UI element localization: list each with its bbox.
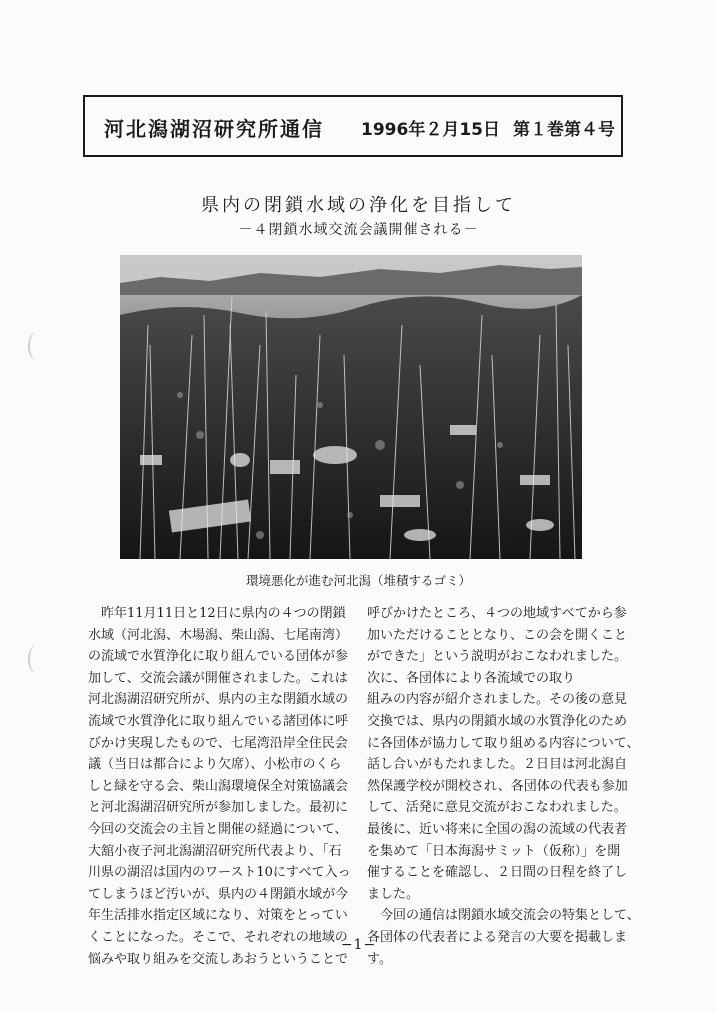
body-text-line: ました。	[367, 886, 420, 902]
body-text-line: 催することを確認し、２日間の日程を終了し	[367, 865, 628, 881]
body-text-line: 水域（河北潟、木場潟、柴山潟、七尾南湾）	[88, 627, 349, 643]
body-text-line: 交換では、県内の閉鎖水域の水質浄化のため	[367, 713, 628, 729]
body-text-line: 年生活排水指定区域になり、対策をとってい	[88, 908, 348, 924]
body-text-line: ができた」という説明がおこなわれました。	[367, 649, 628, 665]
body-text-line: す。	[367, 951, 392, 967]
body-text-line: しと緑を守る会、柴山潟環境保全対策協議会	[88, 778, 349, 794]
body-text-line: と河北潟湖沼研究所が参加しました。最初に	[88, 800, 349, 816]
body-text-line: くことになった。そこで、それぞれの地域の	[88, 929, 348, 945]
body-text-line: に各団体が協力して取り組める内容について、	[367, 735, 640, 751]
body-text-line: てしまうほど汚いが、県内の４閉鎖水域が今	[88, 886, 349, 902]
article-title: 県内の閉鎖水域の浄化を目指して	[201, 195, 516, 216]
body-column-left	[88, 603, 350, 970]
body-text-line: 然保護学校が開校され、各団体の代表も参加	[367, 778, 628, 794]
body-text-line: して、活発に意見交流がおこなわれました。	[367, 800, 627, 816]
body-text-line: 悩みや取り組みを交流しあおうということで	[88, 951, 349, 967]
body-text-line: 流域で水質浄化に取り組んでいる諸団体に呼	[88, 713, 349, 729]
body-text-line: 議（当日は都合により欠席）、小松市のくら	[88, 757, 342, 773]
issue-volume: 第１巻第４号	[513, 120, 615, 140]
body-text-line: 加いただけることとなり、この会を開くこと	[367, 627, 628, 643]
body-text-line: 次に、各団体により各流域での取り	[367, 670, 576, 686]
body-text-line: 加して、交流会議が開催されました。これは	[88, 670, 348, 686]
binder-hole-mark	[28, 645, 44, 673]
newsletter-title: 河北潟湖沼研究所通信	[104, 117, 324, 141]
photo-caption: 環境悪化が進む河北潟（堆積するゴミ）	[245, 573, 471, 588]
body-text-line: 各団体の代表者による発言の大要を掲載しま	[367, 929, 628, 945]
page-number: −1−	[340, 937, 377, 953]
article-subtitle: －４閉鎖水域交流会議開催される－	[238, 222, 479, 238]
body-text-line: 組みの内容が紹介されました。その後の意見	[367, 692, 628, 708]
body-text-line: 大舘小夜子河北潟湖沼研究所代表より、「石	[88, 843, 342, 859]
body-text-line: 川県の湖沼は国内のワースト10にすべて入っ	[88, 865, 351, 881]
body-text-line: 河北潟湖沼研究所が、県内の主な閉鎖水域の	[88, 692, 349, 708]
body-text-line: 今回の通信は閉鎖水域交流会の特集として、	[367, 908, 640, 924]
body-column-right	[367, 603, 640, 970]
newsletter-header	[83, 95, 623, 157]
body-text-line: 呼びかけたところ、４つの地域すべてから参	[367, 606, 627, 621]
body-text-line: を集めて「日本海潟サミット（仮称）」を開	[367, 843, 621, 859]
issue-date: 1996年２月15日	[361, 120, 500, 140]
body-text-line: 今回の交流会の主旨と開催の経過について、	[88, 821, 348, 837]
lagoon-photo	[120, 255, 582, 559]
binder-hole-mark	[28, 332, 44, 360]
body-text-line: 昨年11月11日と12日に県内の４つの閉鎖	[88, 606, 346, 621]
body-text-line: 話し合いがもたれました。２日目は河北潟自	[367, 757, 628, 773]
body-text-line: 最後に、近い将来に全国の潟の流域の代表者	[367, 821, 628, 837]
body-text-line: びかけ実現したもので、七尾湾沿岸全住民会	[88, 735, 348, 751]
body-text-line: の流域で水質浄化に取り組んでいる団体が参	[88, 649, 349, 665]
